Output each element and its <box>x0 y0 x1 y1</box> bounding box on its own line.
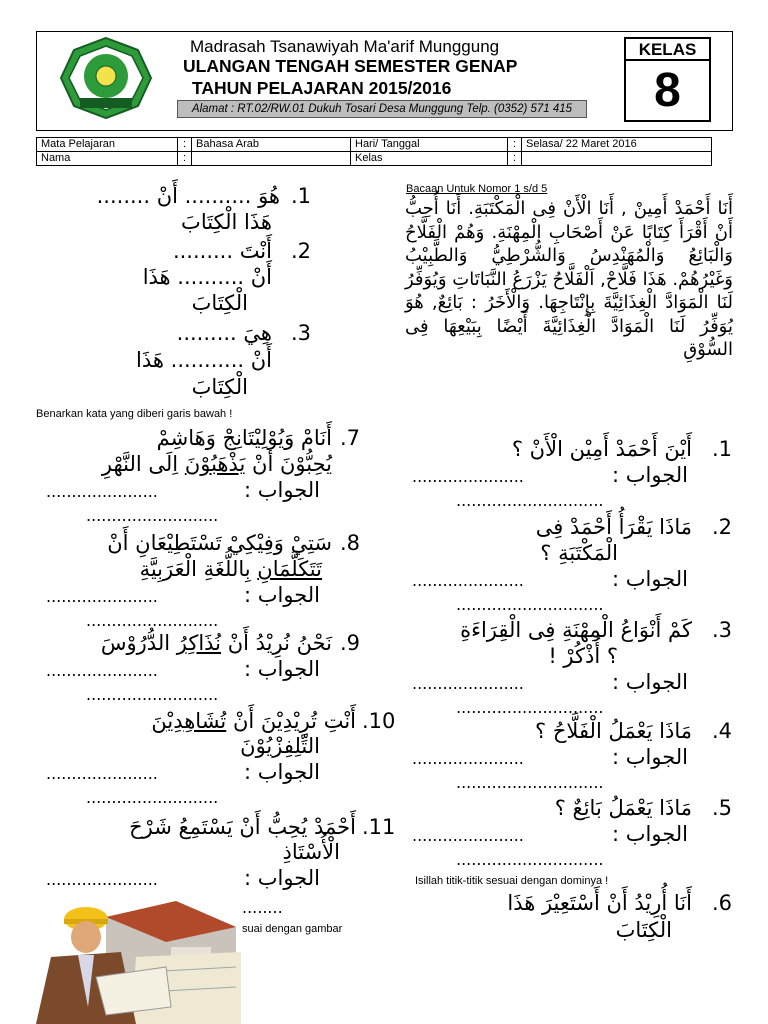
question-text: هُوَ .......... أَنْ ........ <box>96 184 280 208</box>
question-text: أَحْمَدْ يُحِبُّ أَنْ يَسْتَمِعُ شَرْحَ <box>129 815 356 839</box>
question-text: أَنْ .......... هَذَا <box>142 265 272 289</box>
section-instruction: Isillah titik-titik sesuai dengan dominya ! <box>415 875 609 887</box>
question-text: سَتِيْ وَفِيْكِيْ تَسْتَطِيْعَانِ أَنْ <box>107 531 332 555</box>
answer-line[interactable]: ...................... <box>412 571 524 590</box>
question-number: .1 <box>291 184 312 208</box>
question-text <box>36 556 322 582</box>
answer-line[interactable]: .......................... <box>86 611 219 630</box>
question-text: أَنَامْ وَيُوْلِيْتَانِجْ وَهَاشِمْ <box>156 426 332 450</box>
question-text: هِيَ ......... <box>176 321 272 345</box>
question-number: .7 <box>340 426 361 450</box>
answer-label: الجواب : <box>244 760 320 784</box>
answer-line[interactable]: ...................... <box>46 482 158 501</box>
answer-line[interactable]: ...................... <box>46 661 158 680</box>
reading-passage: أَنَا أَحْمَدْ أَمِينْ , أَنَا الْأَنْ فِى الْمَكْتَبَةِ. أَنَا أُحِبُّ أَنْ أَقْرَأَ كِتَابًا عَنْ أَصْحَابِ الْمِهْنَةِ. وَهُمْ الْفَلَّاحُ وَالْبَائِعُ وَالْمُهَنْدِسُ وَالشُّرْطِيُّ وَالطَّبِيْبُ وَغَيْرُهُمْ. هَذَا فَلَّاحْ, اَلْفَلَّاحُ يَزْرَعُ النَّبَاتَاتِ وَيُوَفِّرُ لَنَا الْمَوَادَّ الْغِذَائِيَّةَ بِإِنْتَاجِهَا. وَالْأَخَرُ : بَائِعٌ, هُوَ يُوَفِّرُ لَنَا الْمَوَادَّ الْغِذَائِيَّةَ أَيْضًا بِبَيْعِهَا فِى السُّوْقِ <box>405 198 733 360</box>
answer-line[interactable]: ........ <box>242 898 283 917</box>
answer-label: الجواب : <box>612 463 688 487</box>
answer-line[interactable]: ...................... <box>412 674 524 693</box>
answer-line[interactable]: ............................. <box>456 491 604 510</box>
class-field[interactable] <box>522 152 712 166</box>
question-number: .9 <box>340 631 361 655</box>
question-text: الْكِتَابَ <box>615 918 672 942</box>
separator: : <box>508 152 522 166</box>
class-label: Kelas <box>351 152 508 166</box>
underlined-word: تُشَاهِدِيْنَ <box>151 709 227 733</box>
school-name: Madrasah Tsanawiyah Ma'arif Munggung <box>190 37 500 56</box>
question-text-part: اِلَى النَّهْرِ <box>101 452 185 476</box>
underlined-word: نُذَاكِرُ <box>176 631 222 655</box>
question-text <box>36 630 332 656</box>
school-year: TAHUN PELAJARAN 2015/2016 <box>192 78 452 98</box>
name-field[interactable] <box>192 152 351 166</box>
question-number: .11 <box>362 815 396 839</box>
question-number: .5 <box>712 796 733 820</box>
date-value: Selasa/ 22 Maret 2016 <box>522 138 712 152</box>
exam-title: ULANGAN TENGAH SEMESTER GENAP <box>183 56 518 76</box>
answer-line[interactable]: ...................... <box>46 870 158 889</box>
answer-line[interactable]: ............................. <box>456 850 604 869</box>
question-number: .6 <box>712 891 733 915</box>
separator: : <box>178 152 192 166</box>
question-text: مَاذَا يَقْرَأُ أَحْمَدْ فِى <box>535 515 692 539</box>
answer-label: الجواب : <box>612 567 688 591</box>
separator: : <box>178 138 192 152</box>
answer-line[interactable]: ...................... <box>412 749 524 768</box>
question-text: كَمْ أَنْوَاعُ الْمِهْنَةِ فِى الْقِرَاءَةِ <box>460 618 692 642</box>
question-text-part: يُحِبُّوْنَ أَنْ <box>245 452 332 476</box>
question-text: الْأُسْتَاذِ <box>282 840 340 864</box>
question-text <box>36 451 332 477</box>
subject-value: Bahasa Arab <box>192 138 351 152</box>
separator: : <box>508 138 522 152</box>
answer-line[interactable]: ...................... <box>46 587 158 606</box>
answer-label: الجواب : <box>612 670 688 694</box>
question-number: .3 <box>291 321 312 345</box>
answer-line[interactable]: .......................... <box>86 506 219 525</box>
passage-label: Bacaan Untuk Nomor 1 s/d 5 <box>406 183 548 195</box>
answer-line[interactable]: .......................... <box>86 685 219 704</box>
answer-label: الجواب : <box>612 745 688 769</box>
question-text: الْمَكْتَبَةِ ؟ <box>540 541 618 565</box>
underlined-word: يَذْهَبُوْنَ <box>184 452 246 476</box>
question-text: الْكِتَابَ <box>191 375 248 399</box>
question-text: ؟ أُذْكُرْ ! <box>548 644 618 668</box>
answer-line[interactable]: ............................. <box>456 773 604 792</box>
question-text: أَيْنَ أَحْمَدْ أَمِيْن الْأَنْ ؟ <box>511 437 692 461</box>
question-number: .4 <box>712 719 733 743</box>
answer-line[interactable]: ...................... <box>412 826 524 845</box>
question-text: أَنْتَ ......... <box>172 239 272 263</box>
question-number: .2 <box>291 239 312 263</box>
question-number: .8 <box>340 531 361 555</box>
answer-line[interactable]: ............................. <box>456 595 604 614</box>
question-number: .3 <box>712 618 733 642</box>
section-instruction-fragment: suai dengan gambar <box>242 923 343 935</box>
question-text: أَنَا أُرِيْدُ أَنْ أَسْتَعِيْرَ هَذَا <box>507 891 692 915</box>
question-text-part: الدُّرُوْسَ <box>100 631 177 655</box>
question-text: هَذَا الْكِتَابَ <box>181 210 272 234</box>
school-logo-emblem <box>58 36 154 120</box>
question-text: التِّلِفِزْيُوْنَ <box>240 734 320 758</box>
grade-label: KELAS <box>626 39 709 61</box>
section-instruction: Benarkan kata yang diberi garis bawah ! <box>36 408 233 420</box>
answer-label: الجواب : <box>244 866 320 890</box>
answer-label: الجواب : <box>244 478 320 502</box>
question-text: أَنْ ........... هَذَا <box>136 348 272 372</box>
date-label: Hari/ Tanggal <box>351 138 508 152</box>
question-text-part: بِاللُّغَةِ الْعَرَبِيَّةِ <box>139 557 258 581</box>
question-text: مَاذَا يَعْمَلُ الْفَلَّاحُ ؟ <box>535 719 692 743</box>
grade-value: 8 <box>654 64 681 117</box>
student-info-table <box>36 137 712 166</box>
school-address: Alamat : RT.02/RW.01 Dukuh Tosari Desa Munggung Telp. (0352) 571 415 <box>177 100 587 118</box>
name-label: Nama <box>37 152 178 166</box>
question-number: .2 <box>712 515 733 539</box>
question-text: مَاذَا يَعْمَلُ بَائِعٌ ؟ <box>554 796 692 820</box>
question-text: الْكِتَابَ <box>191 291 248 315</box>
question-text-part: أَنْتِ تُرِيْدِيْنَ أَنْ <box>226 709 356 733</box>
answer-line[interactable]: ............................. <box>456 698 604 717</box>
answer-line[interactable]: ...................... <box>46 764 158 783</box>
answer-label: الجواب : <box>244 657 320 681</box>
engineer-illustration <box>36 897 241 1024</box>
question-number: .10 <box>362 709 396 733</box>
question-text <box>36 708 356 734</box>
answer-label: الجواب : <box>612 822 688 846</box>
answer-label: الجواب : <box>244 583 320 607</box>
question-number: .1 <box>712 437 733 461</box>
underlined-word: تَتَكَلَّمَانِ <box>257 557 322 581</box>
question-text-part: نَحْنُ نُرِيْدُ أَنْ <box>221 631 332 655</box>
answer-line[interactable]: ...................... <box>412 467 524 486</box>
subject-label: Mata Pelajaran <box>37 138 178 152</box>
answer-line[interactable]: .......................... <box>86 788 219 807</box>
